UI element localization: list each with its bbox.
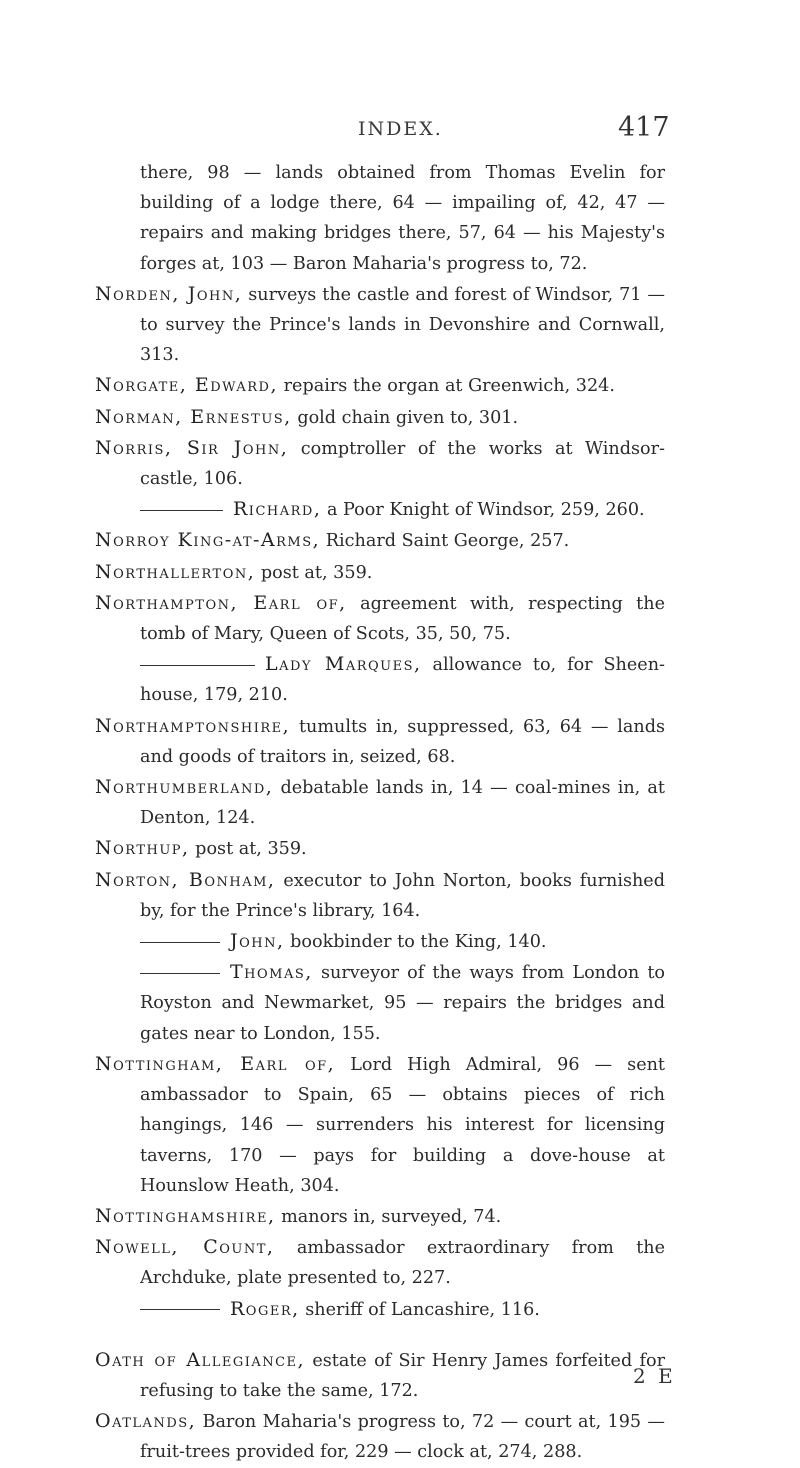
entry-text: repairs the organ at Greenwich, 324. bbox=[278, 376, 615, 397]
ditto-dash bbox=[140, 942, 220, 943]
entry-text: Lord High Admiral, 96 — sent ambassador to Spain, 65 — obtains pieces of rich hangings, 146 — surrenders his interest for licensing taverns, 170 — pays for building a dove-house at Hounslow Heath, 304. bbox=[140, 1054, 666, 1196]
index-entry bbox=[95, 772, 665, 833]
index-entry bbox=[95, 557, 665, 588]
ditto-dash bbox=[140, 665, 255, 666]
entry-heading: Oath of Allegiance, bbox=[95, 1348, 306, 1371]
entry-text: debatable lands in, 14 — coal-mines in, at Denton, 124. bbox=[140, 778, 665, 829]
entry-text: bookbinder to the King, 140. bbox=[284, 932, 547, 953]
index-subentry bbox=[95, 1294, 665, 1325]
index-entry bbox=[95, 1406, 665, 1467]
entry-heading: Northup, bbox=[95, 837, 190, 860]
index-entry bbox=[95, 1345, 665, 1406]
index-entry bbox=[95, 833, 665, 864]
entry-heading: Northamptonshire, bbox=[95, 714, 291, 737]
entry-text: Baron Maharia's progress to, 72 — court at, 195 — fruit-trees provided for, 229 — clock at, 274, 288. bbox=[140, 1412, 665, 1463]
index-subentry bbox=[95, 926, 665, 957]
entry-heading: Lady Marques, bbox=[265, 653, 422, 676]
entry-text: ambassador extraordinary from the Archduke, plate presented to, 227. bbox=[140, 1238, 666, 1289]
signature-mark: 2 E bbox=[633, 1364, 676, 1388]
index-entry bbox=[95, 865, 665, 926]
entry-text: estate of Sir Henry James forfeited for refusing to take the same, 172. bbox=[140, 1350, 665, 1401]
entry-heading: Norris, Sir John, bbox=[95, 436, 289, 459]
entry-heading: Norman, Ernestus, bbox=[95, 405, 292, 428]
index-entry bbox=[95, 1049, 665, 1201]
entry-heading: Northumberland, bbox=[95, 776, 274, 799]
entry-heading: Roger, bbox=[230, 1297, 300, 1320]
index-entry bbox=[95, 402, 665, 433]
letter-section-gap bbox=[95, 1325, 665, 1345]
entry-text: a Poor Knight of Windsor, 259, 260. bbox=[321, 500, 645, 521]
entry-heading: Norgate, Edward, bbox=[95, 374, 279, 397]
index-subentry bbox=[95, 649, 665, 710]
entry-heading: Northallerton, bbox=[95, 560, 256, 583]
entry-heading: Nottinghamshire, bbox=[95, 1204, 276, 1227]
entry-text: surveyor of the ways from London to Royston and Newmarket, 95 — repairs the bridges and gates near to London, 155. bbox=[140, 963, 665, 1044]
entry-text: agreement with, respecting the tomb of Mary, Queen of Scots, 35, 50, 75. bbox=[140, 593, 665, 645]
index-subentry bbox=[95, 494, 665, 525]
entry-heading: Nottingham, Earl of, bbox=[95, 1052, 336, 1075]
index-entry bbox=[95, 158, 665, 279]
entry-heading: Norden, John, bbox=[95, 282, 243, 305]
page-header bbox=[0, 112, 800, 158]
index-subentry bbox=[95, 957, 665, 1049]
index-entry bbox=[95, 433, 665, 494]
entry-heading: Richard, bbox=[233, 498, 322, 521]
entry-text: comptroller of the works at Windsor-castle, 106. bbox=[140, 438, 666, 490]
index-entry bbox=[95, 1201, 665, 1232]
entry-text: tumults in, suppressed, 63, 64 — lands and goods of traitors in, seized, 68. bbox=[140, 716, 665, 767]
entry-text: allowance to, for Sheen-house, 179, 210. bbox=[140, 655, 665, 706]
ditto-dash bbox=[140, 1309, 220, 1310]
entry-heading: Nowell, Count, bbox=[95, 1236, 275, 1259]
entry-heading: Northampton, Earl of, bbox=[95, 591, 347, 614]
running-head: INDEX. bbox=[358, 118, 443, 140]
entry-text: Richard Saint George, 257. bbox=[320, 531, 570, 552]
index-entry bbox=[95, 525, 665, 556]
entry-text: sheriff of Lancashire, 116. bbox=[299, 1299, 540, 1320]
entry-heading: Norton, Bonham, bbox=[95, 868, 276, 891]
entry-heading: Oatlands, bbox=[95, 1410, 197, 1433]
index-entry bbox=[95, 1232, 665, 1293]
entry-text: surveys the castle and forest of Windsor, 71 — to survey the Prince's lands in Devonshire and Cornwall, 313. bbox=[140, 284, 665, 366]
ditto-dash bbox=[140, 973, 220, 974]
entry-text: post at, 359. bbox=[189, 839, 307, 860]
entry-text: there, 98 — lands obtained from Thomas Evelin for building of a lodge there, 64 — impailing of, 42, 47 — repairs and making bridges there, 57, 64 — his Majesty's forges at, 103 — Baron Maharia's progress to, 72. bbox=[140, 163, 665, 274]
entry-heading: Thomas, bbox=[230, 961, 313, 984]
entry-text: post at, 359. bbox=[255, 562, 373, 583]
entry-heading: John, bbox=[230, 930, 285, 953]
index-entry bbox=[95, 588, 665, 649]
index-entry bbox=[95, 370, 665, 401]
index-body bbox=[95, 158, 665, 1468]
entry-text: executor to John Norton, books furnished by, for the Prince's library, 164. bbox=[140, 870, 665, 921]
entry-text: gold chain given to, 301. bbox=[291, 407, 519, 428]
index-entry bbox=[95, 711, 665, 772]
index-entry bbox=[95, 279, 665, 371]
entry-text: manors in, surveyed, 74. bbox=[275, 1206, 502, 1227]
entry-heading: Norroy King-at-Arms, bbox=[95, 529, 321, 552]
page-number: 417 bbox=[618, 112, 670, 143]
ditto-dash bbox=[140, 510, 223, 511]
